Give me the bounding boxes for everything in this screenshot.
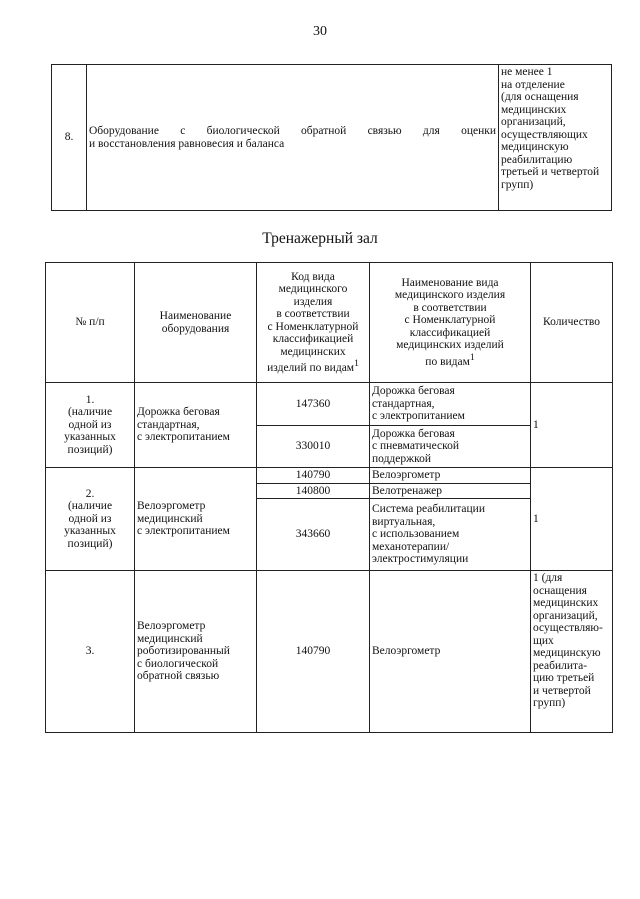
header-name: Наименование оборудования (135, 263, 257, 383)
header-code-footnote: 1 (354, 358, 359, 370)
equipment-table-continued (51, 64, 612, 211)
header-num: № п/п (46, 263, 135, 383)
row-1-num: 1. (наличие одной из указанных позиций) (46, 383, 135, 468)
header-kind-text: Наименование вида медицинского изделия в соответствии с Номенклатурной классификацией медицинских изделий по видам (394, 276, 506, 368)
row-3-kind-1: Велоэргометр (370, 571, 531, 733)
equipment-name (87, 65, 499, 211)
row-1-kind-1: Дорожка беговая стандартная, с электропитанием (370, 383, 531, 426)
header-kind (370, 263, 531, 383)
header-qty: Количество (531, 263, 613, 383)
equipment-name-line-2: и восстановления равновесия и баланса (89, 137, 285, 150)
row-2-code-1: 140790 (257, 468, 370, 484)
page-number: 30 (313, 24, 327, 39)
row-3-name: Велоэргометр медицинский роботизированный с биологической обратной связью (135, 571, 257, 733)
equipment-quantity: не менее 1 на отделение (для оснащения медицинских организаций, осуществляющих медицинскую реабилитацию третьей и четвертой групп) (499, 65, 612, 211)
row-2-code-2: 140800 (257, 483, 370, 499)
row-1-kind-2: Дорожка беговая с пневматической поддержкой (370, 426, 531, 468)
header-code-text: Код вида медицинского изделия в соответствии с Номенклатурной классификацией медицинских изделий по видам (267, 270, 359, 374)
row-3-code-1: 140790 (257, 571, 370, 733)
row-2-code-3: 343660 (257, 499, 370, 571)
row-3-num: 3. (46, 571, 135, 733)
row-number: 8. (52, 65, 87, 211)
gym-equipment-table (45, 262, 613, 733)
row-2-num: 2. (наличие одной из указанных позиций) (46, 468, 135, 571)
row-3-qty: 1 (для оснащения медицинских организаций, осуществляю- щих медицинскую реабилита- цию третьей и четвертой групп) (531, 571, 613, 733)
header-kind-footnote: 1 (469, 351, 475, 363)
header-code (257, 263, 370, 383)
row-2-qty: 1 (531, 468, 613, 571)
equipment-name-line-1: Оборудование с биологической обратной связью для оценки (89, 125, 496, 137)
row-1-name: Дорожка беговая стандартная, с электропитанием (135, 383, 257, 468)
row-2-kind-3: Система реабилитации виртуальная, с использованием механотерапии/ электростимуляции (370, 499, 531, 571)
section-title: Тренажерный зал (262, 230, 378, 247)
row-1-qty: 1 (531, 383, 613, 468)
row-2-kind-1: Велоэргометр (370, 468, 531, 484)
row-1-code-2: 330010 (257, 426, 370, 468)
row-2-name: Велоэргометр медицинский с электропитанием (135, 468, 257, 571)
row-2-kind-2: Велотренажер (370, 483, 531, 499)
row-1-code-1: 147360 (257, 383, 370, 426)
